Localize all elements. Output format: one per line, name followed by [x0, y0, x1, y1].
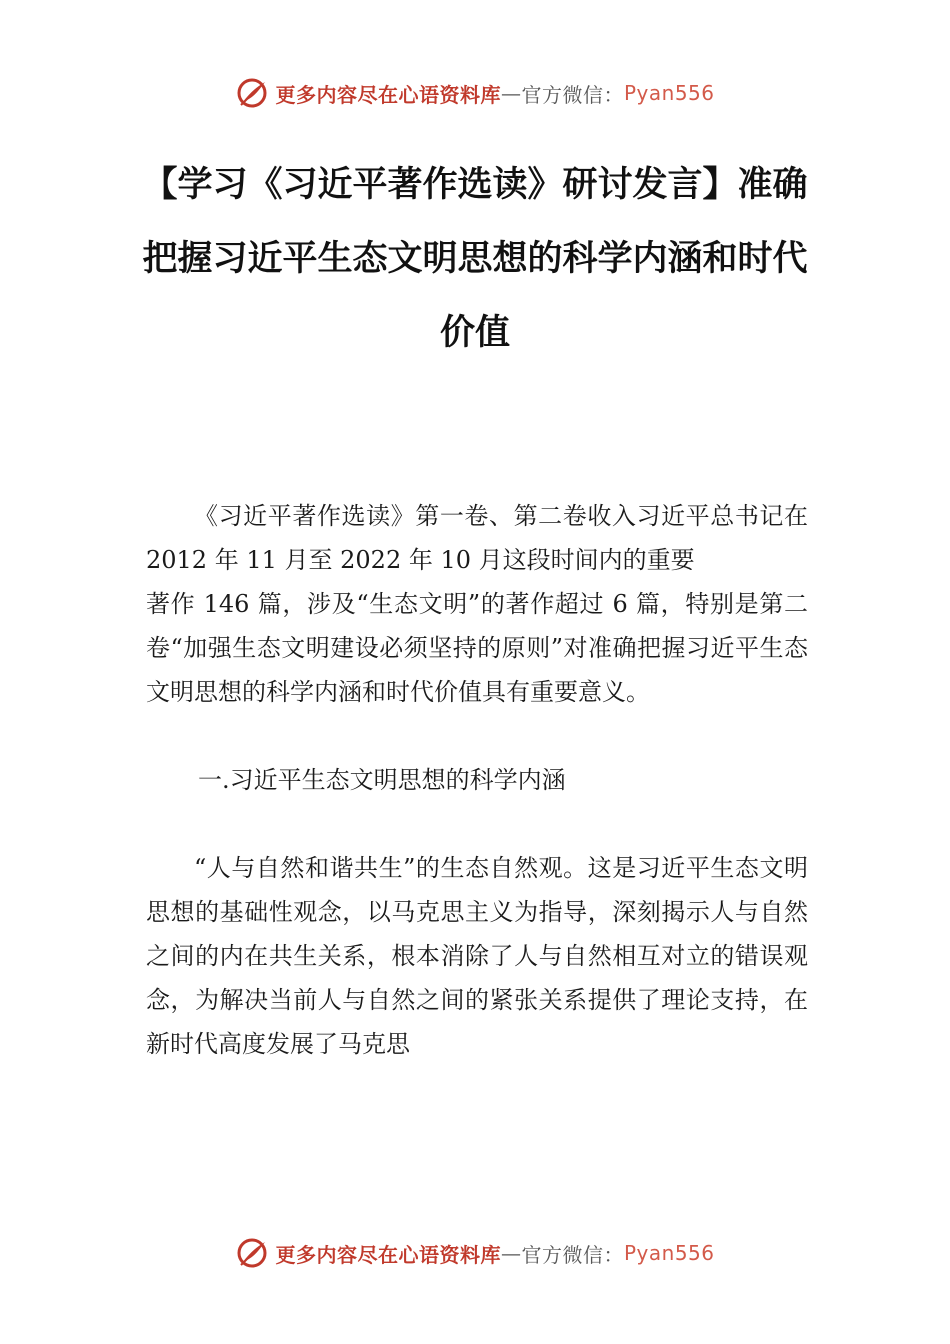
paragraph-1-line-2: 著作 146 篇，涉及“生态文明”的著作超过 6 篇，特别是第二卷“加强生态文明建设必须坚持的原则”对准确把握习近平生态文明思想的科学内涵和时代价值具有重要意义。: [146, 590, 808, 706]
watermark-contact-label: 官方微信：: [521, 82, 624, 107]
footer-watermark: [0, 1233, 950, 1273]
watermark-separator: —: [500, 81, 522, 105]
document-title: 【学习《习近平著作选读》研讨发言】准确把握习近平生态文明思想的科学内涵和时代价值: [142, 165, 808, 353]
document-body: [146, 494, 808, 1066]
watermark-contact-id: Pyan556: [623, 81, 715, 105]
watermark-contact-label: 官方微信：: [521, 1242, 624, 1267]
paragraph-1-line-1: 《习近平著作选读》第一卷、第二卷收入习近平总书记在 2012 年 11 月至 2022 年 10 月这段时间内的重要: [146, 502, 808, 574]
watermark-contact-id: Pyan556: [623, 1241, 715, 1265]
spacer: [146, 714, 808, 758]
feather-circle-logo-icon: [235, 76, 269, 110]
feather-circle-logo-icon: [235, 1236, 269, 1270]
header-watermark: [0, 73, 950, 113]
watermark-brand: 更多内容尽在心语资料库: [275, 1242, 501, 1267]
spacer: [146, 802, 808, 846]
watermark-separator: —: [500, 1241, 522, 1265]
watermark-brand: 更多内容尽在心语资料库: [275, 82, 501, 107]
paragraph-2: “人与自然和谐共生”的生态自然观。这是习近平生态文明思想的基础性观念，以马克思主义为指导，深刻揭示人与自然之间的内在共生关系，根本消除了人与自然相互对立的错误观念，为解决当前人与自然之间的紧张关系提供了理论支持，在新时代高度发展了马克思: [146, 854, 808, 1058]
section-1-heading: 一.习近平生态文明思想的科学内涵: [198, 766, 566, 794]
